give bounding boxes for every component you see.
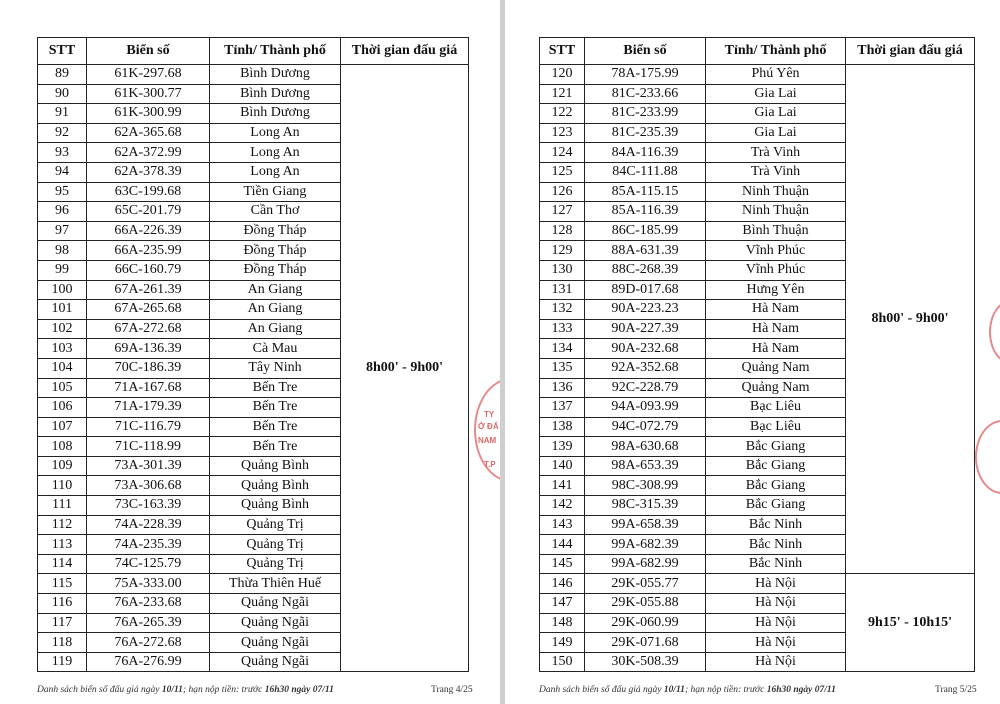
cell-province: Vĩnh Phúc — [706, 241, 846, 261]
cell-plate: 84A-116.39 — [585, 143, 706, 163]
cell-province: Vĩnh Phúc — [706, 260, 846, 280]
cell-stt: 120 — [540, 65, 585, 85]
cell-stt: 105 — [38, 378, 87, 398]
cell-province: Bình Dương — [210, 65, 341, 85]
cell-stt: 136 — [540, 378, 585, 398]
cell-province: Gia Lai — [706, 123, 846, 143]
cell-province: Quảng Nam — [706, 358, 846, 378]
cell-stt: 146 — [540, 574, 585, 594]
cell-plate: 81C-233.66 — [585, 84, 706, 104]
cell-province: Bến Tre — [210, 437, 341, 457]
cell-province: Bắc Giang — [706, 437, 846, 457]
cell-province: Bắc Ninh — [706, 515, 846, 535]
cell-province: Bến Tre — [210, 398, 341, 418]
cell-plate: 99A-682.39 — [585, 535, 706, 555]
cell-stt: 92 — [38, 123, 87, 143]
cell-stt: 129 — [540, 241, 585, 261]
cell-stt: 97 — [38, 221, 87, 241]
header-time: Thời gian đấu giá — [341, 38, 469, 65]
table-row — [38, 65, 469, 85]
cell-plate: 98A-653.39 — [585, 456, 706, 476]
cell-plate: 92C-228.79 — [585, 378, 706, 398]
document-page-5 — [505, 0, 1000, 704]
cell-plate: 66A-226.39 — [87, 221, 210, 241]
cell-stt: 108 — [38, 437, 87, 457]
cell-stt: 134 — [540, 339, 585, 359]
cell-stt: 147 — [540, 594, 585, 614]
cell-province: Bắc Giang — [706, 476, 846, 496]
cell-province: Bắc Ninh — [706, 554, 846, 574]
cell-stt: 123 — [540, 123, 585, 143]
footer-deadline: 16h30 ngày 07/11 — [766, 685, 836, 695]
cell-stt: 114 — [38, 554, 87, 574]
header-plate: Biển số — [87, 38, 210, 65]
cell-stt: 128 — [540, 221, 585, 241]
cell-stt: 148 — [540, 613, 585, 633]
cell-plate: 62A-365.68 — [87, 123, 210, 143]
cell-province: Long An — [210, 162, 341, 182]
cell-province: Hà Nam — [706, 339, 846, 359]
cell-stt: 137 — [540, 398, 585, 418]
cell-province: Hà Nội — [706, 652, 846, 672]
page-footer — [37, 685, 334, 695]
page-number: Trang 4/25 — [431, 685, 473, 695]
header-province: Tỉnh/ Thành phố — [210, 38, 341, 65]
cell-province: Hưng Yên — [706, 280, 846, 300]
cell-stt: 131 — [540, 280, 585, 300]
cell-stt: 121 — [540, 84, 585, 104]
cell-stt: 89 — [38, 65, 87, 85]
cell-stt: 90 — [38, 84, 87, 104]
cell-plate: 88C-268.39 — [585, 260, 706, 280]
cell-province: Quảng Ngãi — [210, 613, 341, 633]
cell-province: Hà Nam — [706, 300, 846, 320]
footer-deadline: 16h30 ngày 07/11 — [264, 685, 334, 695]
cell-stt: 139 — [540, 437, 585, 457]
header-province: Tỉnh/ Thành phố — [706, 38, 846, 65]
cell-plate: 98A-630.68 — [585, 437, 706, 457]
cell-stt: 133 — [540, 319, 585, 339]
cell-province: Tây Ninh — [210, 358, 341, 378]
cell-plate: 61K-297.68 — [87, 65, 210, 85]
red-stamp-seal — [989, 300, 1000, 364]
stamp-text-1: TY — [484, 410, 495, 419]
cell-province: Hà Nội — [706, 594, 846, 614]
cell-auction-time: 8h00' - 9h00' — [846, 65, 975, 574]
cell-province: Quảng Bình — [210, 476, 341, 496]
cell-stt: 99 — [38, 260, 87, 280]
cell-stt: 150 — [540, 652, 585, 672]
footer-mid: ; hạn nộp tiền: trước — [684, 685, 767, 695]
cell-stt: 113 — [38, 535, 87, 555]
cell-province: Quảng Trị — [210, 515, 341, 535]
cell-province: Trà Vinh — [706, 143, 846, 163]
cell-plate: 76A-276.99 — [87, 652, 210, 672]
cell-plate: 73A-306.68 — [87, 476, 210, 496]
page-number: Trang 5/25 — [935, 685, 977, 695]
header-plate: Biển số — [585, 38, 706, 65]
cell-stt: 140 — [540, 456, 585, 476]
cell-stt: 125 — [540, 162, 585, 182]
cell-stt: 115 — [38, 574, 87, 594]
cell-province: Ninh Thuận — [706, 202, 846, 222]
cell-plate: 73A-301.39 — [87, 456, 210, 476]
cell-plate: 69A-136.39 — [87, 339, 210, 359]
cell-plate: 76A-265.39 — [87, 613, 210, 633]
cell-province: Long An — [210, 123, 341, 143]
cell-plate: 66A-235.99 — [87, 241, 210, 261]
cell-province: Quảng Trị — [210, 554, 341, 574]
cell-plate: 90A-227.39 — [585, 319, 706, 339]
cell-plate: 29K-071.68 — [585, 633, 706, 653]
cell-province: An Giang — [210, 319, 341, 339]
cell-plate: 89D-017.68 — [585, 280, 706, 300]
cell-province: Quảng Bình — [210, 456, 341, 476]
table-header-row — [38, 38, 469, 65]
cell-plate: 85A-116.39 — [585, 202, 706, 222]
cell-plate: 75A-333.00 — [87, 574, 210, 594]
cell-stt: 149 — [540, 633, 585, 653]
cell-province: Tiền Giang — [210, 182, 341, 202]
cell-stt: 142 — [540, 496, 585, 516]
cell-plate: 86C-185.99 — [585, 221, 706, 241]
cell-stt: 144 — [540, 535, 585, 555]
cell-stt: 124 — [540, 143, 585, 163]
cell-stt: 94 — [38, 162, 87, 182]
cell-plate: 92A-352.68 — [585, 358, 706, 378]
cell-stt: 109 — [38, 456, 87, 476]
cell-stt: 141 — [540, 476, 585, 496]
cell-stt: 103 — [38, 339, 87, 359]
header-time: Thời gian đấu giá — [846, 38, 975, 65]
cell-plate: 30K-508.39 — [585, 652, 706, 672]
cell-stt: 138 — [540, 417, 585, 437]
plate-auction-table — [539, 37, 975, 672]
cell-province: An Giang — [210, 280, 341, 300]
cell-plate: 29K-060.99 — [585, 613, 706, 633]
cell-province: Bình Dương — [210, 84, 341, 104]
cell-plate: 81C-233.99 — [585, 104, 706, 124]
cell-plate: 71C-116.79 — [87, 417, 210, 437]
stamp-text-2: Ở ĐẤ — [478, 422, 499, 431]
cell-province: Quảng Ngãi — [210, 652, 341, 672]
cell-province: Hà Nam — [706, 319, 846, 339]
plate-auction-table — [37, 37, 469, 672]
cell-stt: 104 — [38, 358, 87, 378]
cell-plate: 29K-055.88 — [585, 594, 706, 614]
cell-stt: 107 — [38, 417, 87, 437]
cell-stt: 127 — [540, 202, 585, 222]
cell-stt: 98 — [38, 241, 87, 261]
red-stamp-seal — [975, 420, 1000, 494]
cell-plate: 74C-125.79 — [87, 554, 210, 574]
cell-stt: 132 — [540, 300, 585, 320]
cell-plate: 61K-300.99 — [87, 104, 210, 124]
cell-plate: 76A-233.68 — [87, 594, 210, 614]
cell-plate: 98C-315.39 — [585, 496, 706, 516]
cell-province: Bắc Giang — [706, 496, 846, 516]
stamp-text-4: T.P — [484, 460, 496, 469]
cell-stt: 135 — [540, 358, 585, 378]
cell-province: Thừa Thiên Huế — [210, 574, 341, 594]
cell-stt: 143 — [540, 515, 585, 535]
cell-stt: 110 — [38, 476, 87, 496]
cell-province: Đồng Tháp — [210, 221, 341, 241]
cell-province: Hà Nội — [706, 574, 846, 594]
cell-plate: 88A-631.39 — [585, 241, 706, 261]
cell-plate: 99A-658.39 — [585, 515, 706, 535]
cell-stt: 130 — [540, 260, 585, 280]
cell-stt: 145 — [540, 554, 585, 574]
cell-stt: 95 — [38, 182, 87, 202]
cell-stt: 111 — [38, 496, 87, 516]
cell-province: Bến Tre — [210, 378, 341, 398]
cell-province: Bình Thuận — [706, 221, 846, 241]
cell-plate: 63C-199.68 — [87, 182, 210, 202]
cell-province: Bình Dương — [210, 104, 341, 124]
cell-province: Bắc Giang — [706, 456, 846, 476]
cell-province: Bến Tre — [210, 417, 341, 437]
footer-date: 10/11 — [161, 685, 183, 695]
cell-plate: 67A-272.68 — [87, 319, 210, 339]
stamp-text-3: NAM — [478, 436, 497, 445]
cell-province: Quảng Trị — [210, 535, 341, 555]
footer-prefix: Danh sách biển số đấu giá ngày — [539, 685, 664, 695]
cell-province: Cà Mau — [210, 339, 341, 359]
cell-province: Quảng Ngãi — [210, 633, 341, 653]
table-header-row — [540, 38, 975, 65]
cell-province: Hà Nội — [706, 633, 846, 653]
cell-stt: 102 — [38, 319, 87, 339]
cell-auction-time: 9h15' - 10h15' — [846, 574, 975, 672]
cell-plate: 84C-111.88 — [585, 162, 706, 182]
cell-province: An Giang — [210, 300, 341, 320]
cell-province: Phú Yên — [706, 65, 846, 85]
page-footer — [539, 685, 836, 695]
cell-province: Quảng Bình — [210, 496, 341, 516]
cell-province: Quảng Ngãi — [210, 594, 341, 614]
cell-province: Gia Lai — [706, 104, 846, 124]
cell-plate: 62A-378.39 — [87, 162, 210, 182]
cell-plate: 81C-235.39 — [585, 123, 706, 143]
cell-province: Gia Lai — [706, 84, 846, 104]
cell-plate: 67A-265.68 — [87, 300, 210, 320]
cell-stt: 112 — [38, 515, 87, 535]
cell-plate: 85A-115.15 — [585, 182, 706, 202]
cell-plate: 74A-228.39 — [87, 515, 210, 535]
header-stt: STT — [38, 38, 87, 65]
cell-province: Đồng Tháp — [210, 241, 341, 261]
cell-province: Trà Vinh — [706, 162, 846, 182]
cell-province: Bạc Liêu — [706, 417, 846, 437]
cell-plate: 61K-300.77 — [87, 84, 210, 104]
cell-plate: 94C-072.79 — [585, 417, 706, 437]
cell-plate: 66C-160.79 — [87, 260, 210, 280]
table-row — [540, 574, 975, 594]
cell-plate: 90A-232.68 — [585, 339, 706, 359]
cell-stt: 91 — [38, 104, 87, 124]
cell-plate: 73C-163.39 — [87, 496, 210, 516]
cell-plate: 74A-235.39 — [87, 535, 210, 555]
cell-stt: 96 — [38, 202, 87, 222]
table-row — [540, 65, 975, 85]
cell-stt: 117 — [38, 613, 87, 633]
cell-stt: 119 — [38, 652, 87, 672]
cell-plate: 98C-308.99 — [585, 476, 706, 496]
cell-auction-time: 8h00' - 9h00' — [341, 65, 469, 672]
cell-stt: 106 — [38, 398, 87, 418]
cell-plate: 62A-372.99 — [87, 143, 210, 163]
header-stt: STT — [540, 38, 585, 65]
cell-plate: 65C-201.79 — [87, 202, 210, 222]
cell-stt: 122 — [540, 104, 585, 124]
cell-plate: 67A-261.39 — [87, 280, 210, 300]
cell-province: Bạc Liêu — [706, 398, 846, 418]
cell-plate: 94A-093.99 — [585, 398, 706, 418]
footer-date: 10/11 — [663, 685, 685, 695]
cell-stt: 118 — [38, 633, 87, 653]
cell-stt: 100 — [38, 280, 87, 300]
footer-mid: ; hạn nộp tiền: trước — [182, 685, 265, 695]
cell-plate: 29K-055.77 — [585, 574, 706, 594]
cell-plate: 71C-118.99 — [87, 437, 210, 457]
cell-plate: 90A-223.23 — [585, 300, 706, 320]
cell-plate: 71A-179.39 — [87, 398, 210, 418]
cell-province: Đồng Tháp — [210, 260, 341, 280]
cell-plate: 99A-682.99 — [585, 554, 706, 574]
cell-plate: 76A-272.68 — [87, 633, 210, 653]
cell-plate: 70C-186.39 — [87, 358, 210, 378]
cell-stt: 126 — [540, 182, 585, 202]
cell-plate: 78A-175.99 — [585, 65, 706, 85]
cell-province: Cần Thơ — [210, 202, 341, 222]
cell-stt: 101 — [38, 300, 87, 320]
cell-plate: 71A-167.68 — [87, 378, 210, 398]
cell-province: Hà Nội — [706, 613, 846, 633]
cell-province: Long An — [210, 143, 341, 163]
cell-stt: 116 — [38, 594, 87, 614]
cell-province: Quảng Nam — [706, 378, 846, 398]
cell-province: Bắc Ninh — [706, 535, 846, 555]
footer-prefix: Danh sách biển số đấu giá ngày — [37, 685, 162, 695]
cell-stt: 93 — [38, 143, 87, 163]
cell-province: Ninh Thuận — [706, 182, 846, 202]
